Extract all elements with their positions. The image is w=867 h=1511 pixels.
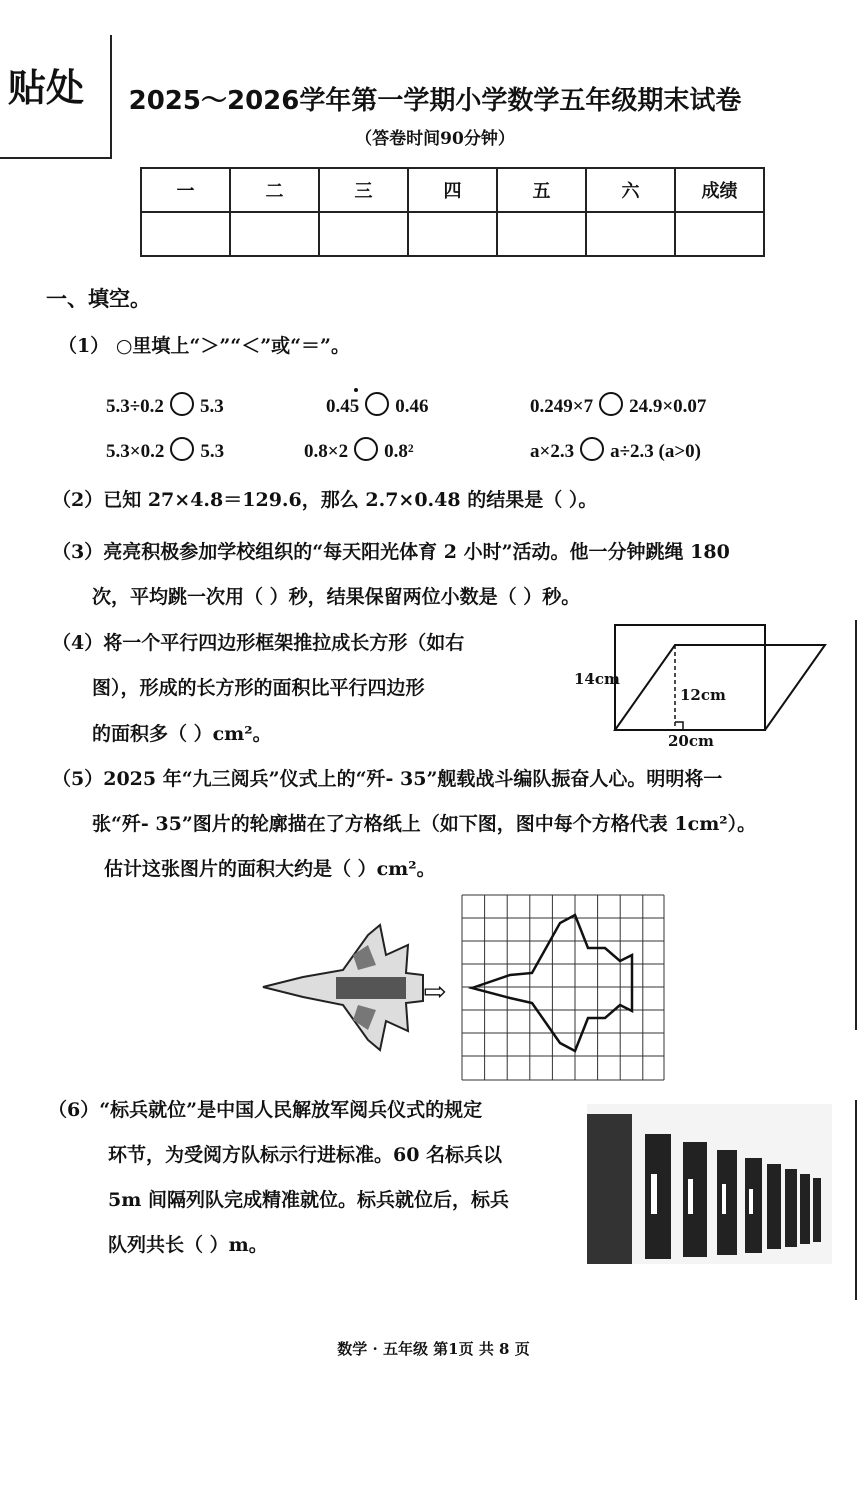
q1-item: 5.3×0.2 5.3	[106, 437, 224, 463]
q2-text: （2）已知 27×4.8＝129.6，那么 2.7×0.48 的结果是（ ）。	[52, 489, 598, 511]
q6-line1: （6）“标兵就位”是中国人民解放军阅兵仪式的规定	[48, 1099, 483, 1121]
q6-line4: 队列共长（ ）m。	[108, 1234, 268, 1256]
fig-base-label: 20cm	[668, 732, 714, 750]
score-cell[interactable]	[230, 212, 319, 256]
section-heading: 一、填空。	[46, 287, 151, 311]
fig-height-label: 12cm	[680, 686, 726, 704]
score-header: 一	[141, 168, 230, 212]
grid-outline-figure	[460, 893, 666, 1083]
page-footer: 数学 · 五年级 第1页 共 8 页	[337, 1340, 530, 1358]
q4-line1: （4）将一个平行四边形框架推拉成长方形（如右	[52, 632, 465, 654]
corner-label: 贴处	[8, 65, 85, 110]
score-header: 四	[408, 168, 497, 212]
score-cell[interactable]	[586, 212, 675, 256]
q1-item: a×2.3 a÷2.3 (a>0)	[530, 437, 701, 463]
rectangle-shape	[615, 625, 765, 730]
score-cell[interactable]	[675, 212, 764, 256]
q4-line2: 图），形成的长方形的面积比平行四边形	[92, 677, 425, 699]
compare-circle[interactable]	[599, 392, 623, 416]
q3-line2: 次，平均跳一次用（ ）秒，结果保留两位小数是（ ）秒。	[92, 586, 581, 608]
q5-line2: 张“歼- 35”图片的轮廓描在了方格纸上（如下图，图中每个方格代表 1cm²）。	[92, 813, 757, 835]
score-cell[interactable]	[319, 212, 408, 256]
q3-line1: （3）亮亮积极参加学校组织的“每天阳光体育 2 小时”活动。他一分钟跳绳 180	[52, 541, 730, 563]
score-header: 三	[319, 168, 408, 212]
compare-circle[interactable]	[354, 437, 378, 461]
compare-circle[interactable]	[580, 437, 604, 461]
arrow-icon: ⇨	[423, 975, 447, 1008]
margin-line	[855, 1100, 857, 1300]
score-cell[interactable]	[497, 212, 586, 256]
q1-item: 0.249×7 24.9×0.07	[530, 392, 706, 418]
compare-circle[interactable]	[170, 437, 194, 461]
exam-title: 2025～2026学年第一学期小学数学五年级期末试卷	[128, 86, 742, 116]
score-header: 六	[586, 168, 675, 212]
compare-circle[interactable]	[365, 392, 389, 416]
score-header: 五	[497, 168, 586, 212]
exam-subtitle: （答卷时间90分钟）	[355, 129, 515, 149]
score-cell[interactable]	[408, 212, 497, 256]
score-cell[interactable]	[141, 212, 230, 256]
score-header: 二	[230, 168, 319, 212]
score-header: 成绩	[675, 168, 764, 212]
score-header-row	[141, 168, 764, 212]
q5-line3: 估计这张图片的面积大约是（ ）cm²。	[104, 858, 436, 880]
score-value-row	[141, 212, 764, 256]
fig-side-label: 14cm	[574, 670, 620, 688]
q5-line1: （5）2025 年“九三阅兵”仪式上的“歼- 35”舰载战斗编队振奋人心。明明将一	[52, 768, 723, 790]
compare-circle[interactable]	[170, 392, 194, 416]
score-table	[140, 167, 765, 257]
q1-prompt: （1） ○里填上“＞”“＜”或“＝”。	[58, 335, 350, 357]
jet-photo	[258, 915, 428, 1060]
repeating-dot	[354, 388, 358, 392]
margin-line	[855, 620, 857, 1030]
q1-item: 0.8×2 0.8²	[304, 437, 414, 463]
q6-line2: 环节，为受阅方队标示行进标准。60 名标兵以	[108, 1144, 503, 1166]
q1-item: 0.45 0.46	[326, 392, 429, 418]
q4-line3: 的面积多（ ）cm²。	[92, 723, 272, 745]
q1-item: 5.3÷0.2 5.3	[106, 392, 224, 418]
q6-line3: 5m 间隔列队完成精准就位。标兵就位后，标兵	[108, 1189, 509, 1211]
sticker-corner-box	[0, 35, 112, 159]
honor-guard-photo	[587, 1104, 832, 1264]
right-angle-mark	[675, 722, 683, 730]
